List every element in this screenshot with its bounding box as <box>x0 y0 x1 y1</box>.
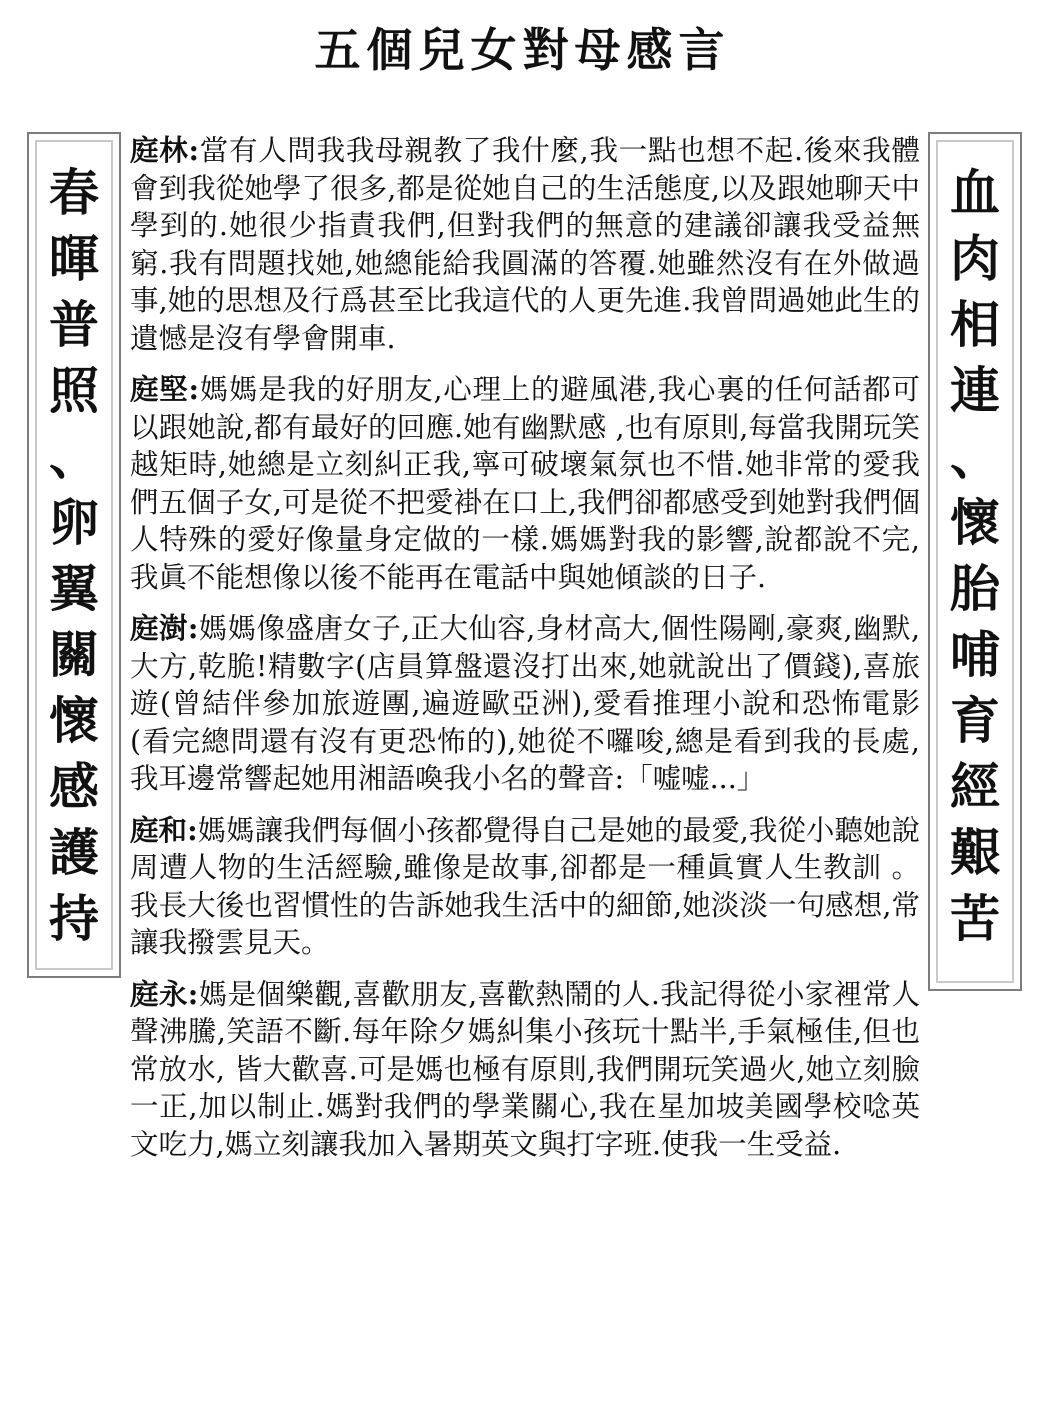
couplet-char: 連 <box>950 361 1000 420</box>
main-content <box>130 132 920 1177</box>
left-couplet <box>27 132 121 978</box>
paragraph-text: 媽媽像盛唐女子,正大仙容,身材高大,個性陽剛,豪爽,幽默,大方,乾脆!精數字(店員算盤還沒打出來,她就說出了價錢),喜旅遊(曾結伴參加旅遊團,遍遊歐亞洲),愛看推理小說和恐怖電影(看完總問還有沒有更恐怖的),她從不囉唆,總是看到我的長處,我耳邊常響起她用湘語喚我小名的聲音:「嘘嘘...」 <box>130 612 920 795</box>
couplet-char: 春 <box>49 163 99 222</box>
couplet-char: 照 <box>49 361 99 420</box>
couplet-char: 、 <box>49 427 99 486</box>
couplet-char: 育 <box>950 691 1000 750</box>
couplet-char: 暉 <box>49 229 99 288</box>
couplet-char: 翼 <box>49 559 99 618</box>
paragraph-tingyong <box>130 976 920 1164</box>
paragraph-text: 當有人問我我母親教了我什麼,我一點也想不起.後來我體會到我從她學了很多,都是從她自己的生活態度,以及跟她聊天中學到的.她很少指責我們,但對我們的無意的建議卻讓我受益無窮.我有問題找她,她總能給我圓滿的答覆.她雖然沒有在外做過事,她的思想及行爲甚至比我這代的人更先進.我曾問過她此生的遺憾是沒有學會開車. <box>130 134 920 355</box>
couplet-char: 懷 <box>49 691 99 750</box>
speaker-name: 庭永: <box>130 976 199 1011</box>
couplet-char: 懷 <box>950 493 1000 552</box>
speaker-name: 庭林: <box>130 133 199 167</box>
couplet-char: 普 <box>49 295 99 354</box>
right-couplet-text <box>930 160 1020 952</box>
couplet-char: 哺 <box>950 625 1000 684</box>
paragraph-tinglin <box>130 132 920 357</box>
speaker-name: 庭堅: <box>130 372 199 406</box>
paragraph-tingshu <box>130 610 920 798</box>
speaker-name: 庭和: <box>130 812 198 847</box>
page-title: 五個兒女對母感言 <box>314 23 731 77</box>
couplet-char: 血 <box>950 163 1000 222</box>
couplet-char: 苦 <box>950 889 1000 948</box>
couplet-char: 、 <box>950 427 1000 486</box>
left-couplet-text <box>29 160 119 952</box>
couplet-char: 卵 <box>49 493 99 552</box>
paragraph-text: 媽是個樂觀,喜歡朋友,喜歡熱鬧的人.我記得從小家裡常人聲沸騰,笑語不斷.每年除夕媽糾集小孩玩十點半,手氣極佳,但也常放水, 皆大歡喜.可是媽也極有原則,我們開玩笑過火,她立刻臉一正,加以制止.媽對我們的學業關心,我在星加坡美國學校唸英文吃力,媽立刻讓我加入暑期英文與打字班.使我一生受益. <box>130 977 920 1161</box>
couplet-char: 艱 <box>950 823 1000 882</box>
couplet-char: 經 <box>950 757 1000 816</box>
couplet-char: 關 <box>49 625 99 684</box>
couplet-char: 相 <box>950 295 1000 354</box>
right-couplet <box>928 132 1022 991</box>
couplet-char: 胎 <box>950 559 1000 618</box>
paragraph-text: 媽媽是我的好朋友,心理上的避風港,我心裏的任何話都可以跟她說,都有最好的回應.她有幽默感 ,也有原則,每當我開玩笑越矩時,她總是立刻糾正我,寧可破壞氣氛也不惜.她非常的愛我們五個子女,可是從不把愛褂在口上,我們卻都感受到她對我們個人特殊的愛好像量身定做的一樣.媽媽對我的影響,說都說不完,我眞不能想像以後不能再在電話中與她傾談的日子. <box>130 373 920 594</box>
speaker-name: 庭澍: <box>130 611 199 645</box>
paragraph-text: 媽媽讓我們每個小孩都覺得自己是她的最愛,我從小聽她說周遭人物的生活經驗,雖像是故事,卻都是一種眞實人生教訓 。我長大後也習慣性的告訴她我生活中的細節,她淡淡一句感想,常讓我撥雲見天。 <box>130 813 920 959</box>
couplet-char: 肉 <box>950 229 1000 288</box>
couplet-char: 護 <box>49 823 99 882</box>
couplet-char: 感 <box>49 757 99 816</box>
paragraph-tinghe <box>130 812 920 962</box>
paragraph-tingjian <box>130 371 920 596</box>
couplet-char: 持 <box>49 889 99 948</box>
